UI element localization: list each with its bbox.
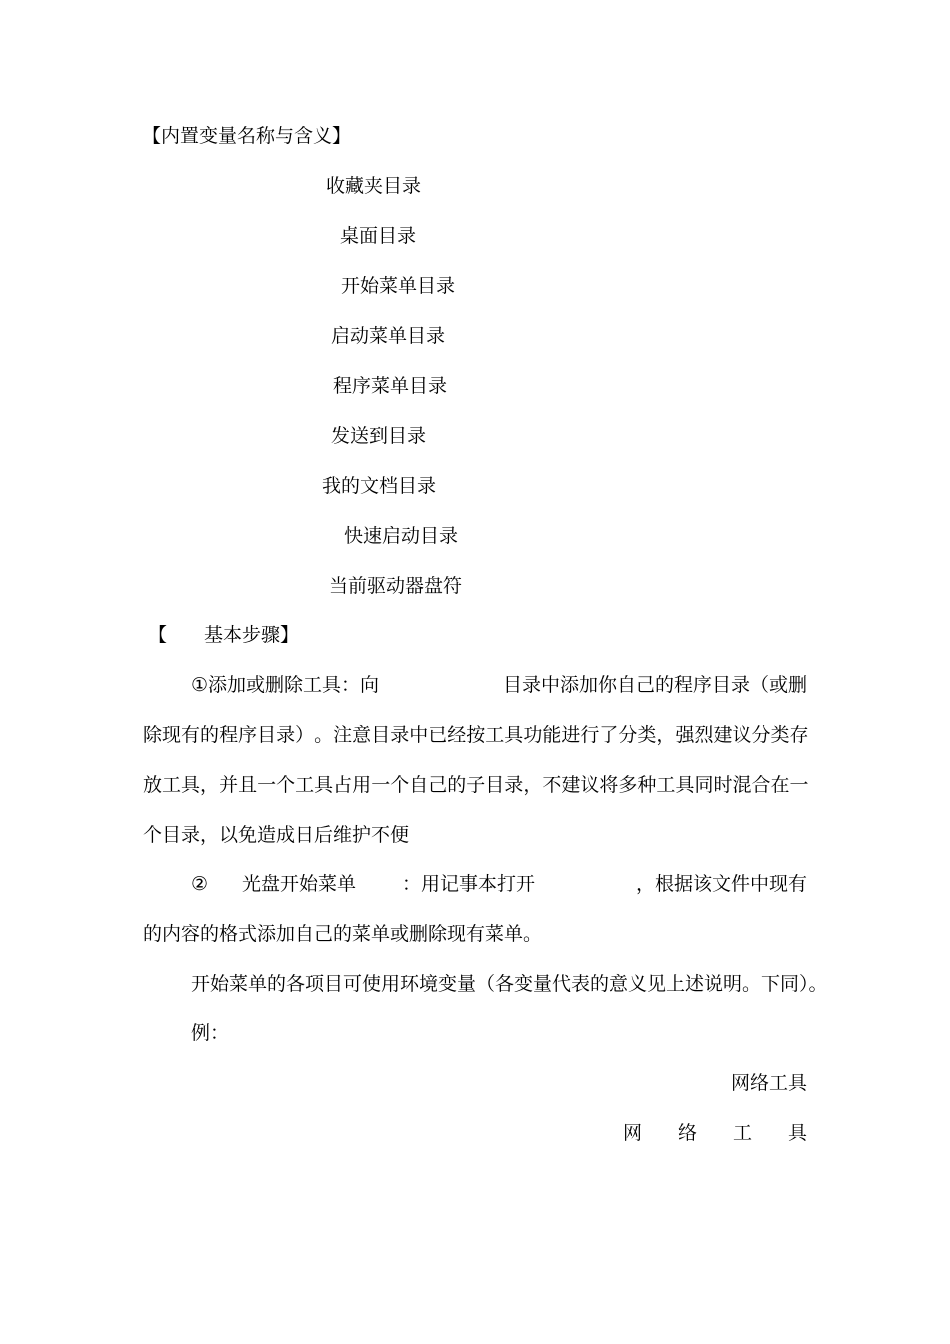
- example-line1: 网络工具: [730, 1072, 807, 1094]
- var-desktop-dir: 桌面目录: [340, 225, 417, 247]
- step1-line1-left: ①添加或删除工具：向: [191, 674, 380, 696]
- example-label: 例：: [191, 1022, 230, 1044]
- step1-line3: 放 工 具 ， 并 且 一 个 工 具 占 用 一 个 自 己 的 子 目 录 ， 不 建 议 将 多 种 工 具 同 时 混 合 在 一: [143, 774, 809, 796]
- var-favorites-dir: 收藏夹目录: [326, 175, 422, 197]
- builtin-vars-heading: 【内置变量名称与含义】: [142, 125, 352, 147]
- example-char: 具: [787, 1122, 807, 1144]
- var-startup-dir: 启动菜单目录: [331, 325, 446, 347]
- example-char: 络: [677, 1122, 697, 1144]
- var-startmenu-dir: 开始菜单目录: [341, 275, 456, 297]
- step1-line4: 个目录，以免造成日后维护不便: [143, 824, 410, 846]
- step2-colon-text: ：用记事本打开: [402, 873, 536, 895]
- var-quicklaunch-dir: 快速启动目录: [344, 525, 459, 547]
- example-line2: [623, 1121, 807, 1145]
- step2-line2: 的内容的格式添加自己的菜单或删除现有菜单。: [143, 923, 543, 945]
- steps-heading: 基本步骤】: [204, 624, 300, 646]
- var-mydocuments-dir: 我的文档目录: [322, 475, 437, 497]
- step2-tail: ，根据该文件中现有: [635, 873, 807, 895]
- example-char: 网: [623, 1122, 643, 1144]
- steps-heading-bracket: 【: [148, 624, 168, 646]
- step2-title: 光盘开始菜单: [242, 873, 357, 895]
- step1-line2: 除 现 有 的 程 序 目 录 ） 。 注 意 目 录 中 已 经 按 工 具 功 能 进 行 了 分 类 ， 强 烈 建 议 分 类 存: [143, 724, 809, 746]
- step2-number: ②: [191, 873, 209, 895]
- step1-line1-right: 目录中添加你自己的程序目录（或删: [502, 674, 807, 696]
- var-current-drive: 当前驱动器盘符: [329, 575, 463, 597]
- env-note: 开始菜单的各项目可使用环境变量（各变量代表的意义见上述说明。下同）。: [191, 973, 828, 995]
- var-programs-dir: 程序菜单目录: [333, 375, 448, 397]
- var-sendto-dir: 发送到目录: [331, 425, 427, 447]
- example-char: 工: [732, 1122, 752, 1144]
